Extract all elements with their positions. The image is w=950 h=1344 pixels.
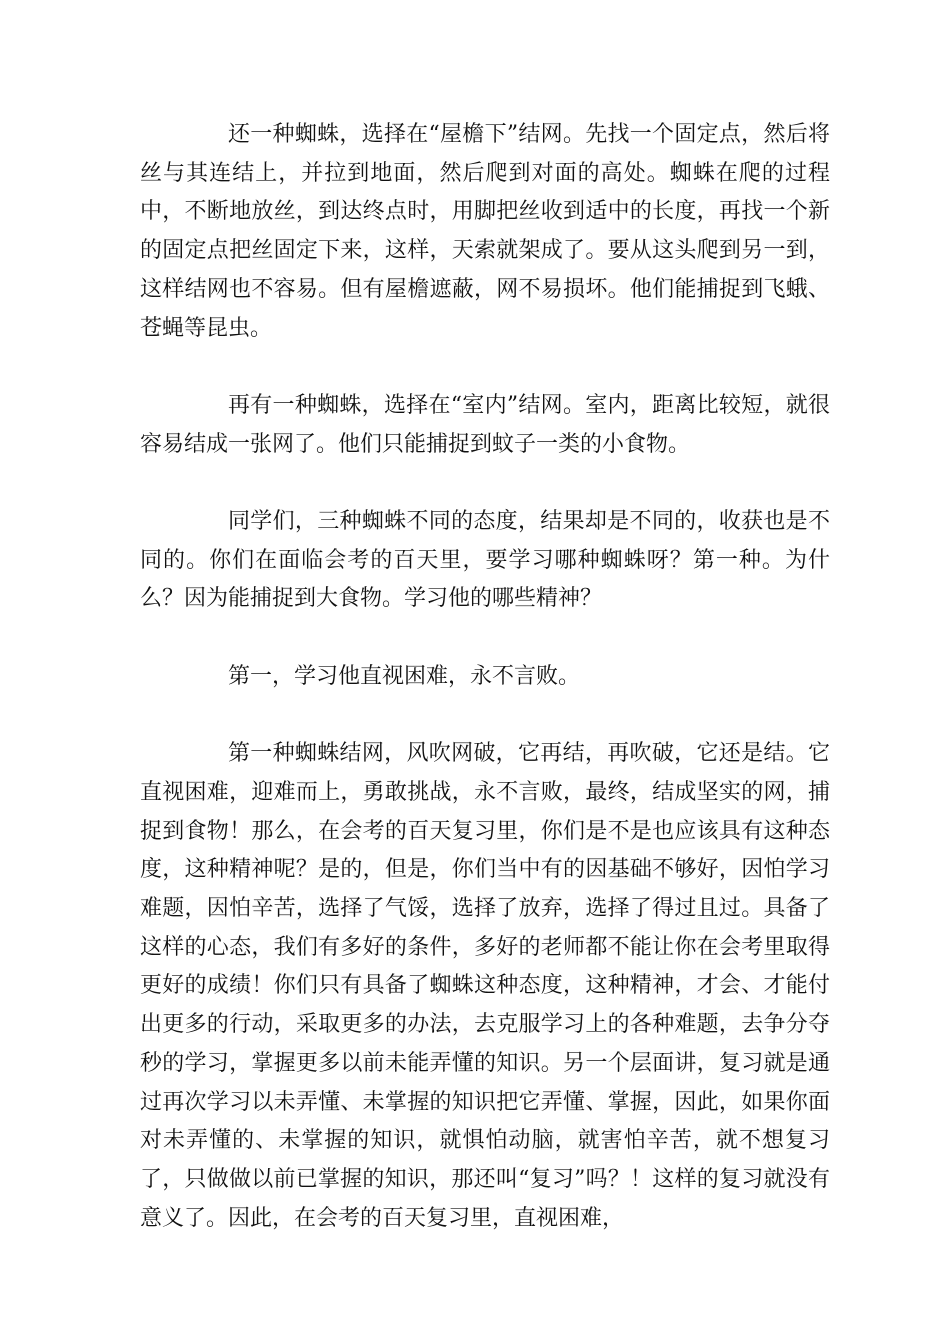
paragraph-roof-spider: 还一种蜘蛛，选择在“屋檐下”结网。先找一个固定点，然后将丝与其连结上，并拉到地面，然后爬到对面的高处。蜘蛛在爬的过程中，不断地放丝，到达终点时，用脚把丝收到适中的长度，再找一个新的固定点把丝固定下来，这样，天索就架成了。要从这头爬到另一到，这样结网也不容易。但有屋檐遮蔽，网不易损坏。他们能捕捉到飞蛾、苍蝇等昆虫。 — [140, 122, 830, 341]
paragraph-indoor-spider: 再有一种蜘蛛，选择在“室内”结网。室内，距离比较短，就很容易结成一张网了。他们只能捕捉到蚊子一类的小食物。 — [140, 392, 830, 457]
paragraph-gap — [140, 348, 830, 387]
paragraph-gap — [140, 464, 830, 503]
paragraph-gap — [140, 619, 830, 658]
paragraph-students-question: 同学们，三种蜘蛛不同的态度，结果却是不同的，收获也是不同的。你们在面临会考的百天里，要学习哪种蜘蛛呀？第一种。为什么？因为能捕捉到大食物。学习他的哪些精神？ — [140, 509, 830, 612]
paragraph-first-spider-discussion: 第一种蜘蛛结网，风吹网破，它再结，再吹破，它还是结。它直视困难，迎难而上，勇敢挑战，永不言败，最终，结成坚实的网，捕捉到食物！那么，在会考的百天复习里，你们是不是也应该具有这种态度，这种精神呢？是的，但是，你们当中有的因基础不够好，因怕学习难题，因怕辛苦，选择了气馁，选择了放弃，选择了得过且过。具备了这样的心态，我们有多好的条件，多好的老师都不能让你在会考里取得更好的成绩！你们只有具备了蜘蛛这种态度，这种精神，才会、才能付出更多的行动，采取更多的办法，去克服学习上的各种难题，去争分夺秒的学习，掌握更多以前未能弄懂的知识。另一个层面讲，复习就是通过再次学习以未弄懂、未掌握的知识把它弄懂、掌握，因此，如果你面对未弄懂的、未掌握的知识，就惧怕动脑，就害怕辛苦，就不想复习了，只做做以前已掌握的知识，那还叫“复习”吗？！这样的复习就没有意义了。因此，在会考的百天复习里，直视困难， — [140, 741, 830, 1231]
paragraph-gap — [140, 697, 830, 736]
document-body — [140, 116, 830, 1238]
paragraph-first-point: 第一，学习他直视困难，永不言败。 — [228, 663, 581, 689]
